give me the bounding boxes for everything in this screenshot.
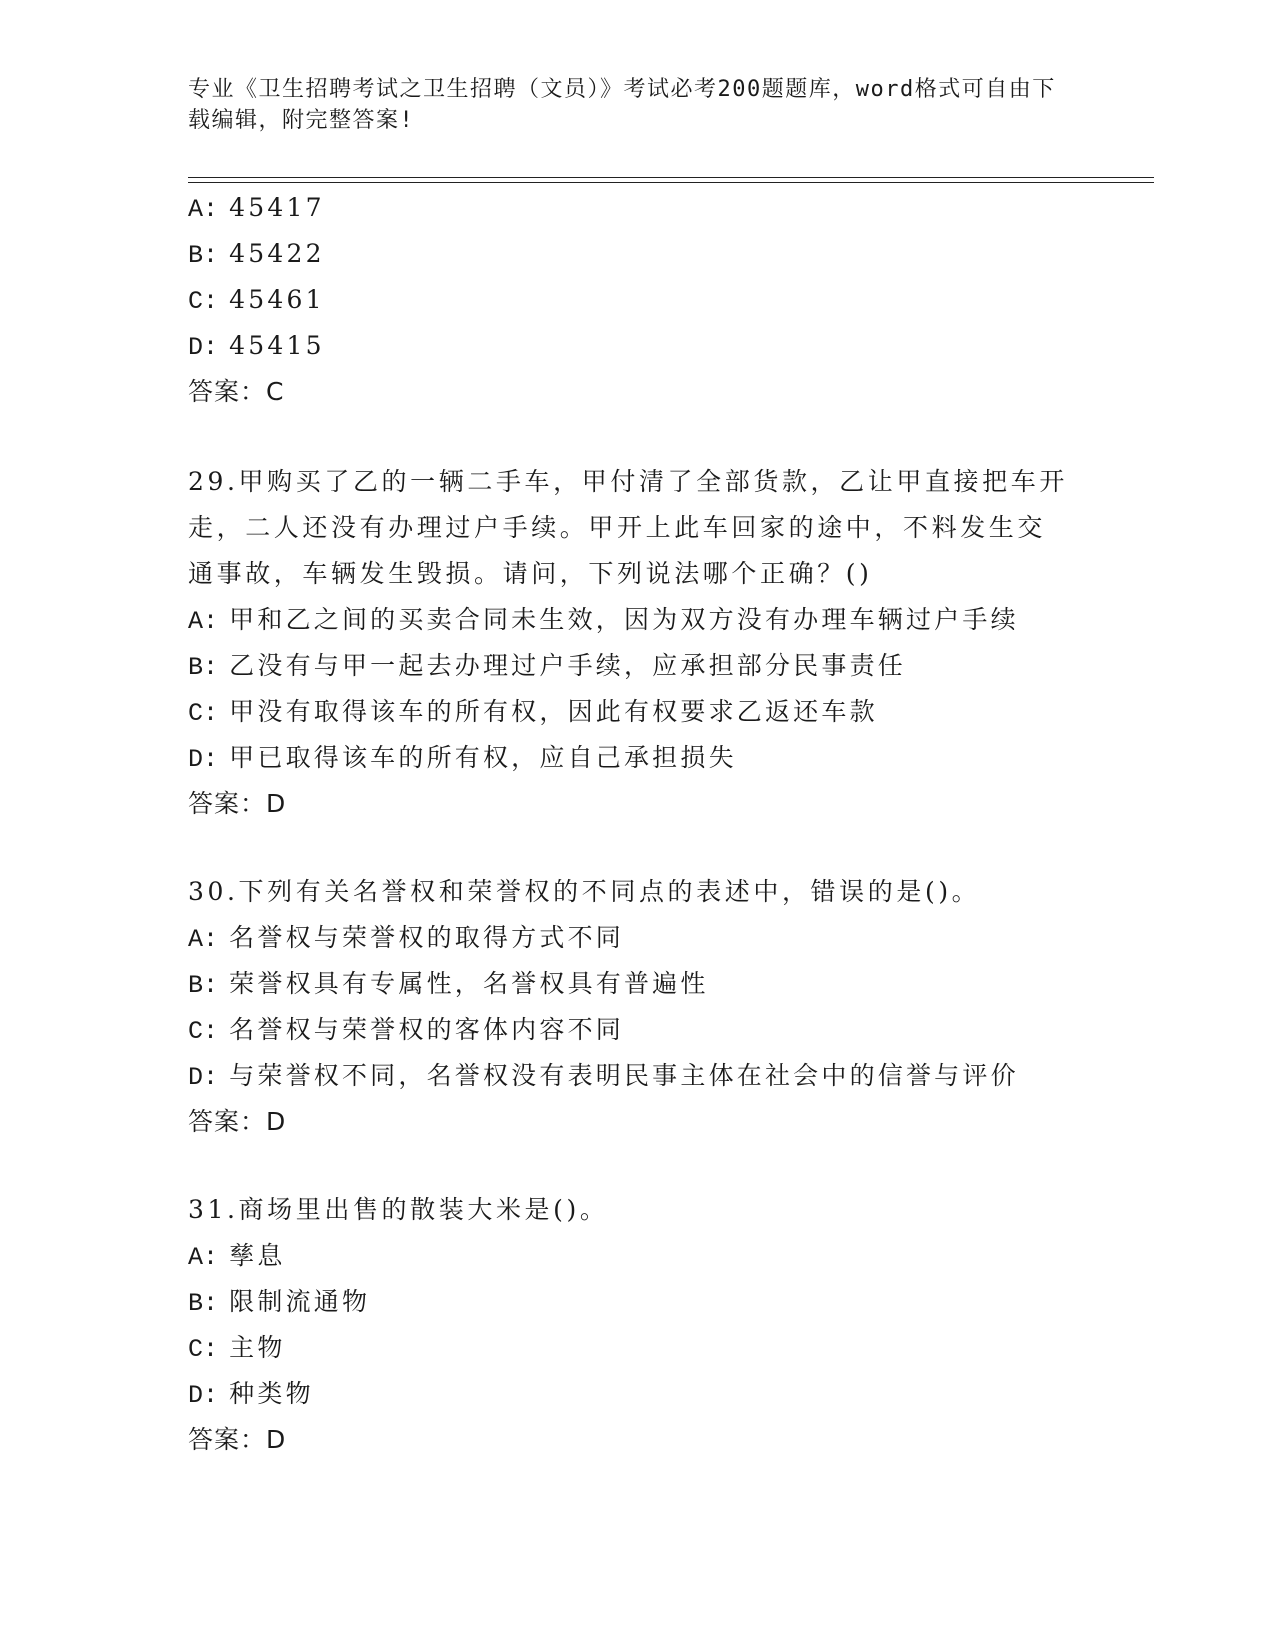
answer-line: 答案：D — [188, 789, 287, 818]
option-c: C: 45461 — [188, 285, 325, 316]
question-30 — [188, 869, 1148, 1145]
option-c: C: 主物 — [188, 1333, 286, 1364]
question-stem-line: 31.商场里出售的散装大米是()。 — [188, 1195, 609, 1224]
answer-line: 答案：C — [188, 377, 285, 406]
document-header: 专业《卫生招聘考试之卫生招聘（文员）》考试必考200题题库，word格式可自由下载编辑，附完整答案! — [188, 77, 1056, 133]
option-b: B: 限制流通物 — [188, 1287, 371, 1318]
question-stem-line: 走，二人还没有办理过户手续。甲开上此车回家的途中，不料发生交 — [188, 513, 1047, 542]
question-stem-line: 通事故，车辆发生毁损。请问，下列说法哪个正确？() — [188, 559, 873, 588]
option-b: B: 乙没有与甲一起去办理过户手续，应承担部分民事责任 — [188, 651, 906, 682]
answer-line: 答案：D — [188, 1107, 287, 1136]
question-28 — [188, 185, 1148, 415]
option-b: B: 荣誉权具有专属性，名誉权具有普遍性 — [188, 969, 709, 1000]
option-d: D: 种类物 — [188, 1379, 314, 1410]
option-a: A: 甲和乙之间的买卖合同未生效，因为双方没有办理车辆过户手续 — [188, 605, 1019, 636]
question-31 — [188, 1187, 1148, 1463]
option-c: C: 名誉权与荣誉权的客体内容不同 — [188, 1015, 624, 1046]
option-d: D: 甲已取得该车的所有权，应自己承担损失 — [188, 743, 737, 774]
header-divider-bottom — [188, 182, 1154, 183]
option-b: B: 45422 — [188, 239, 325, 270]
option-a: A: 名誉权与荣誉权的取得方式不同 — [188, 923, 624, 954]
option-d: D: 与荣誉权不同，名誉权没有表明民事主体在社会中的信誉与评价 — [188, 1061, 1019, 1092]
question-29 — [188, 459, 1148, 827]
question-stem-line: 29.甲购买了乙的一辆二手车，甲付清了全部货款，乙让甲直接把车开 — [188, 467, 1068, 496]
option-a: A: 45417 — [188, 193, 325, 224]
option-c: C: 甲没有取得该车的所有权，因此有权要求乙返还车款 — [188, 697, 878, 728]
answer-line: 答案：D — [188, 1425, 287, 1454]
question-stem-line: 30.下列有关名誉权和荣誉权的不同点的表述中，错误的是()。 — [188, 877, 981, 906]
option-a: A: 孳息 — [188, 1241, 286, 1272]
option-d: D: 45415 — [188, 331, 325, 362]
header-divider-top — [188, 177, 1154, 178]
